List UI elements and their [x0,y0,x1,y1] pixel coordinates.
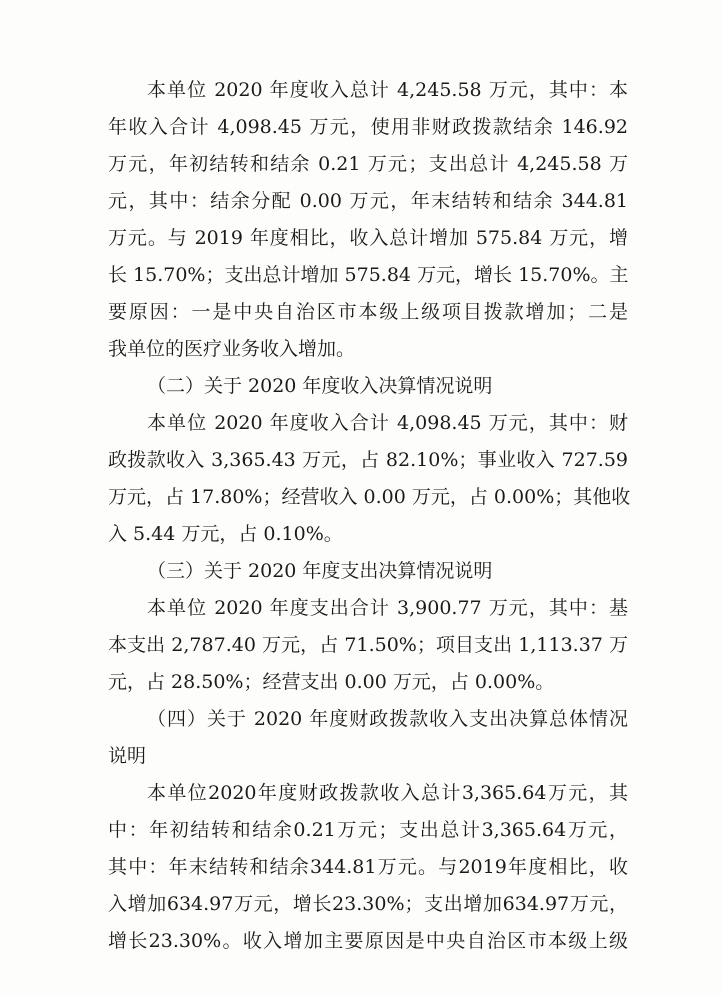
summary-line-2: 年收入合计 4,098.45 万元，使用非财政拨款结余 146.92 [108,116,628,138]
fiscal-line-1: 本单位2020年度财政拨款收入总计3,365.64万元，其 [147,782,628,804]
section-heading-income: （二）关于 2020 年度收入决算情况说明 [147,375,493,397]
expense-line-2: 本支出 2,787.40 万元，占 71.50%；项目支出 1,113.37 万 [108,634,628,656]
summary-line-3: 万元，年初结转和结余 0.21 万元；支出总计 4,245.58 万 [108,153,628,175]
fiscal-line-3: 其中：年末结转和结余344.81万元。与2019年度相比，收 [108,856,628,878]
expense-line-1: 本单位 2020 年度支出合计 3,900.77 万元，其中：基 [147,597,628,619]
income-line-2: 政拨款收入 3,365.43 万元，占 82.10%；事业收入 727.59 [108,449,628,471]
fiscal-line-2: 中：年初结转和结余0.21万元；支出总计3,365.64万元， [108,819,628,841]
summary-line-5: 万元。与 2019 年度相比，收入总计增加 575.84 万元，增 [108,227,628,249]
income-line-1: 本单位 2020 年度收入合计 4,098.45 万元，其中：财 [147,412,628,434]
summary-line-7: 要原因：一是中央自治区市本级上级项目拨款增加；二是 [108,301,628,323]
summary-line-8: 我单位的医疗业务收入增加。 [108,338,356,360]
expense-line-3: 元，占 28.50%；经营支出 0.00 万元，占 0.00%。 [108,671,555,693]
section-heading-fiscal: （四）关于 2020 年度财政拨款收入支出决算总体情况 [147,708,628,730]
section-heading-fiscal-cont: 说明 [108,745,147,767]
income-line-3: 万元，占 17.80%；经营收入 0.00 万元，占 0.00%；其他收 [108,486,631,508]
summary-line-1: 本单位 2020 年度收入总计 4,245.58 万元，其中：本 [147,79,628,101]
fiscal-line-5: 增长23.30%。收入增加主要原因是中央自治区市本级上级 [108,930,628,952]
section-heading-expense: （三）关于 2020 年度支出决算情况说明 [147,560,493,582]
fiscal-line-4: 入增加634.97万元，增长23.30%；支出增加634.97万元， [108,893,628,915]
income-line-4: 入 5.44 万元，占 0.10%。 [108,523,343,545]
summary-line-4: 元，其中：结余分配 0.00 万元，年末结转和结余 344.81 [108,190,628,212]
summary-line-6: 长 15.70%；支出总计增加 575.84 万元，增长 15.70%。主 [108,264,629,286]
